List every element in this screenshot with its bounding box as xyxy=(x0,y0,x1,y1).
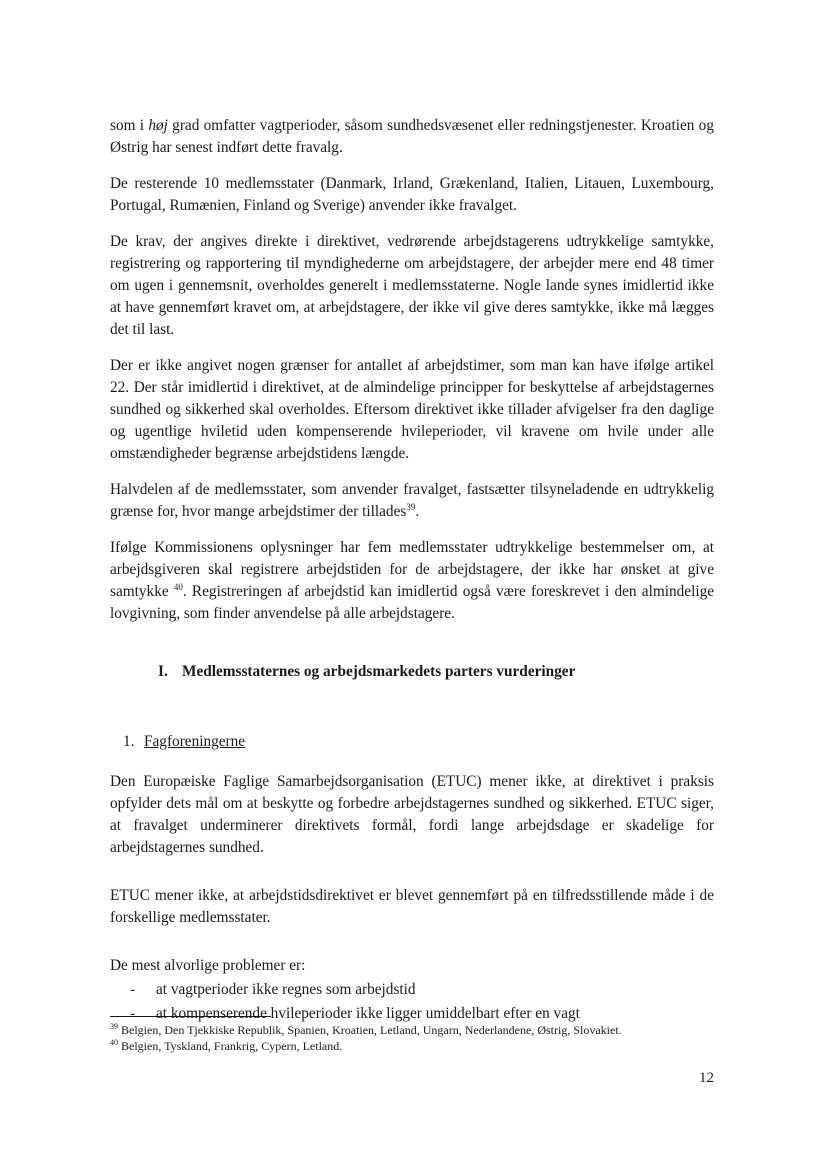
paragraph-4: Der er ikke angivet nogen grænser for antallet af arbejdstimer, som man kan have ifølge artikel 22. Der står imidlertid i direktivet, at de almindelige principper for beskyttelse af arbejdstagernes sundhed og sikkerhed skal overholdes. Eftersom direktivet ikke tillader afvigelser fra den daglige og ugentlige hviletid uden kompenserende hvileperioder, vil kravene om hvile under alle omstændigheder begrænse arbejdstidens længde. xyxy=(110,357,714,462)
paragraph-5 xyxy=(110,479,714,523)
paragraph-6-text-b: . Registreringen af arbejdstid kan imidlertid også være foreskrevet i den almindelige lovgivning, som finder anvendelse på alle arbejdstagere. xyxy=(110,583,715,622)
section-number: I. xyxy=(158,663,168,680)
paragraph-2: De resterende 10 medlemsstater (Danmark, Irland, Grækenland, Italien, Litauen, Luxembourg, Portugal, Rumænien, Finland og Sverige) anvender ikke fravalget. xyxy=(110,175,714,214)
list-dash: - xyxy=(130,1005,136,1022)
list-dash: - xyxy=(130,981,136,998)
footnote-separator xyxy=(110,1016,271,1017)
paragraph-9: De mest alvorlige problemer er: xyxy=(110,957,306,974)
subsection-number: 1. xyxy=(123,733,135,750)
subsection-heading xyxy=(110,731,714,753)
paragraph-5-text: Halvdelen af de medlemsstater, som anvender fravalget, fastsætter tilsyneladende en udtrykkelig grænse for, hvor mange arbejdstimer der tillades xyxy=(110,481,714,520)
footnote-ref-40[interactable]: 40 xyxy=(173,581,183,592)
list-item-text: at kompenserende hvileperioder ikke ligger umiddelbart efter en vagt xyxy=(156,1005,580,1022)
footnote-40 xyxy=(110,1038,714,1054)
footnote-number: 40 xyxy=(110,1038,118,1047)
footnote-text: Belgien, Tyskland, Frankrig, Cypern, Letland. xyxy=(121,1039,343,1053)
page-number: 12 xyxy=(699,1070,714,1086)
paragraph-1-text-a: som i xyxy=(110,117,149,134)
section-title: Medlemsstaternes og arbejdsmarkedets parters vurderinger xyxy=(182,663,576,680)
paragraph-1-text-b: grad omfatter vagtperioder, såsom sundhedsvæsenet eller redningstjenester. Kroatien og Østrig har senest indført dette fravalg. xyxy=(110,117,714,156)
paragraph-1 xyxy=(110,115,714,159)
list-item-text: at vagtperioder ikke regnes som arbejdstid xyxy=(156,981,416,998)
paragraph-6-text-a: Ifølge Kommissionens oplysninger har fem medlemsstater udtrykkelige bestemmelser om, at arbejdsgiveren skal registrere arbejdstiden for de arbejdstagere, der ikke har ønsket at give samtykke xyxy=(110,539,714,600)
document-body xyxy=(110,115,714,1027)
paragraph-6 xyxy=(110,537,714,625)
paragraph-8: ETUC mener ikke, at arbejdstidsdirektivet er blevet gennemført på en tilfredsstillende måde i de forskellige medlemsstater. xyxy=(110,887,714,926)
paragraph-3: De krav, der angives direkte i direktivet, vedrørende arbejdstagerens udtrykkelige samtykke, registrering og rapportering til myndighederne om arbejdstagere, der arbejder mere end 48 timer om ugen i gennemsnit, overholdes generelt i medlemsstaterne. Nogle lande synes imidlertid ikke at have gennemført kravet om, at arbejdstagere, der ikke vil give deres samtykke, ikke må lægges det til last. xyxy=(110,233,714,338)
problem-list xyxy=(110,979,714,1025)
paragraph-5-end: . xyxy=(415,503,420,520)
footnote-39 xyxy=(110,1022,714,1038)
paragraph-1-italic: høj xyxy=(148,117,168,134)
subsection-title: Fagforeningerne xyxy=(144,733,246,750)
paragraph-7: Den Europæiske Faglige Samarbejdsorganisation (ETUC) mener ikke, at direktivet i praksis opfylder dets mål om at beskytte og forbedre arbejdstagernes sundhed og sikkerhed. ETUC siger, at fravalget underminerer direktivets formål, fordi lange arbejdsdage er skadelige for arbejdstagernes sundhed. xyxy=(110,773,714,856)
list-item xyxy=(110,979,714,1001)
footnote-text: Belgien, Den Tjekkiske Republik, Spanien, Kroatien, Letland, Ungarn, Nederlandene, Østrig, Slovakiet. xyxy=(121,1023,622,1037)
footnote-number: 39 xyxy=(110,1022,118,1031)
footnote-ref-39[interactable]: 39 xyxy=(406,501,416,512)
footnotes xyxy=(110,1022,714,1054)
section-heading-main xyxy=(110,661,714,683)
